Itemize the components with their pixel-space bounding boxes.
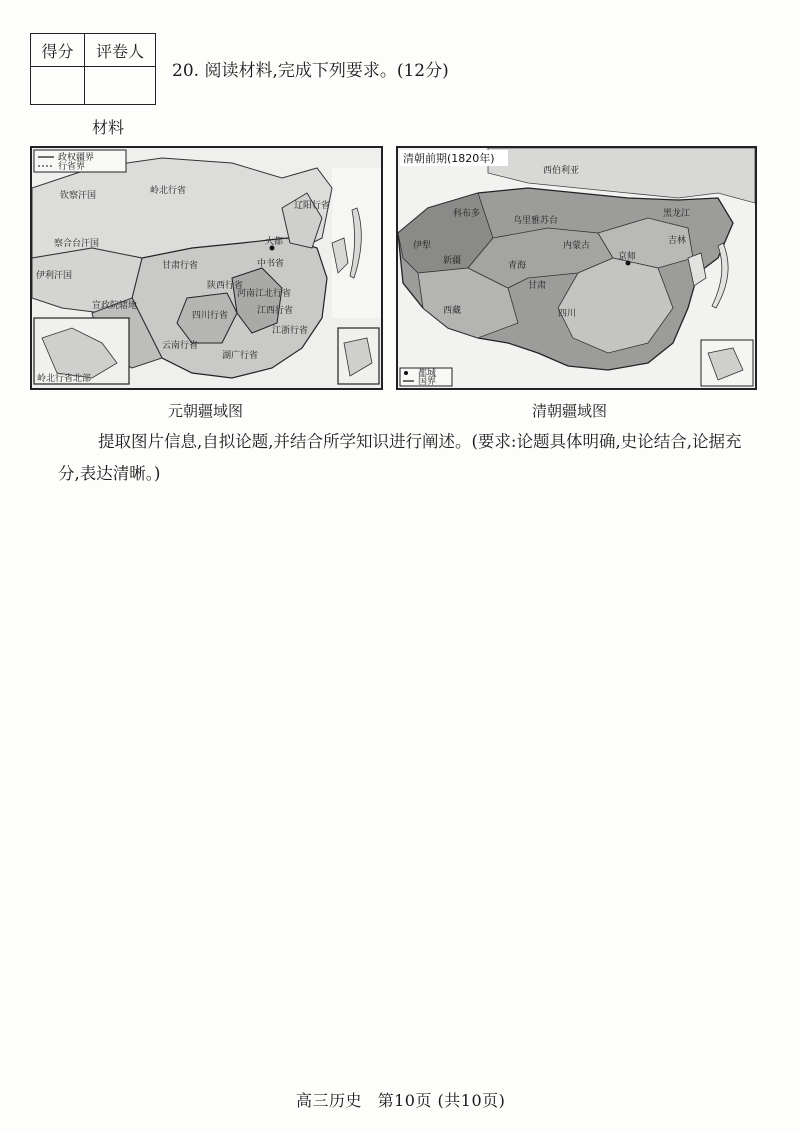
yuan-label: 陕西行省 [207, 281, 244, 291]
qing-map-caption: 清朝疆域图 [532, 402, 608, 420]
score-header: 得分 [31, 34, 85, 67]
yuan-label: 中书省 [257, 259, 285, 269]
yuan-label: 甘肃行省 [162, 261, 199, 271]
yuan-label: 钦察汗国 [60, 191, 97, 201]
yuan-map-caption: 元朝疆域图 [168, 402, 244, 420]
question-prompt: 提取图片信息,自拟论题,并结合所学知识进行阐述。(要求:论题具体明确,史论结合,论据充分,表达清晰。) [58, 432, 742, 483]
yuan-label: 岭北行省北部 [37, 374, 92, 384]
grader-cell[interactable] [85, 67, 156, 105]
yuan-label: 宣政院辖地 [92, 301, 138, 311]
yuan-label: 四川行省 [192, 311, 229, 321]
qing-legend-border: 国界 [418, 377, 437, 387]
qing-label: 黑龙江 [663, 209, 691, 219]
qing-label: 甘肃 [528, 281, 547, 291]
grader-header: 评卷人 [85, 34, 156, 67]
yuan-label: 江浙行省 [272, 326, 309, 336]
material-label: 材料 [92, 118, 125, 137]
yuan-label: 江西行省 [257, 306, 294, 316]
qing-legend-capital: 都城 [418, 369, 437, 379]
score-cell[interactable] [31, 67, 85, 105]
yuan-label: 察合台汗国 [54, 239, 100, 249]
qing-label: 伊犁 [413, 241, 432, 251]
yuan-label: 辽阳行省 [294, 201, 331, 211]
qing-label: 西伯利亚 [543, 166, 580, 176]
footer-page-number: 第10页 (共10页) [377, 1091, 506, 1110]
yuan-legend-border: 政权疆界 [58, 153, 95, 163]
page-footer [296, 1088, 505, 1111]
yuan-label: 岭北行省 [150, 186, 187, 196]
question-title: 20. 阅读材料,完成下列要求。(12分) [172, 61, 449, 81]
score-table [30, 33, 156, 105]
yuan-legend-province: 行省界 [58, 162, 86, 172]
footer-subject: 高三历史 [296, 1091, 363, 1110]
qing-map-title: 清朝前期(1820年) [403, 152, 495, 165]
yuan-label: 湖广行省 [222, 351, 259, 361]
yuan-label: 大都 [265, 237, 284, 247]
qing-label: 京师 [618, 252, 637, 262]
yuan-territory-map [30, 146, 383, 390]
qing-label: 西藏 [443, 306, 462, 316]
qing-territory-map [396, 146, 757, 390]
yuan-label: 云南行省 [162, 341, 199, 351]
yuan-label: 伊利汗国 [36, 271, 73, 281]
qing-label: 四川 [558, 309, 577, 319]
answer-area[interactable] [58, 500, 758, 1060]
qing-label: 吉林 [668, 236, 687, 246]
qing-label: 科布多 [453, 209, 481, 219]
qing-label: 青海 [508, 261, 527, 271]
qing-label: 新疆 [443, 256, 462, 266]
yuan-label: 河南江北行省 [237, 289, 292, 299]
qing-label: 内蒙古 [563, 241, 591, 251]
qing-label: 乌里雅苏台 [513, 216, 559, 226]
